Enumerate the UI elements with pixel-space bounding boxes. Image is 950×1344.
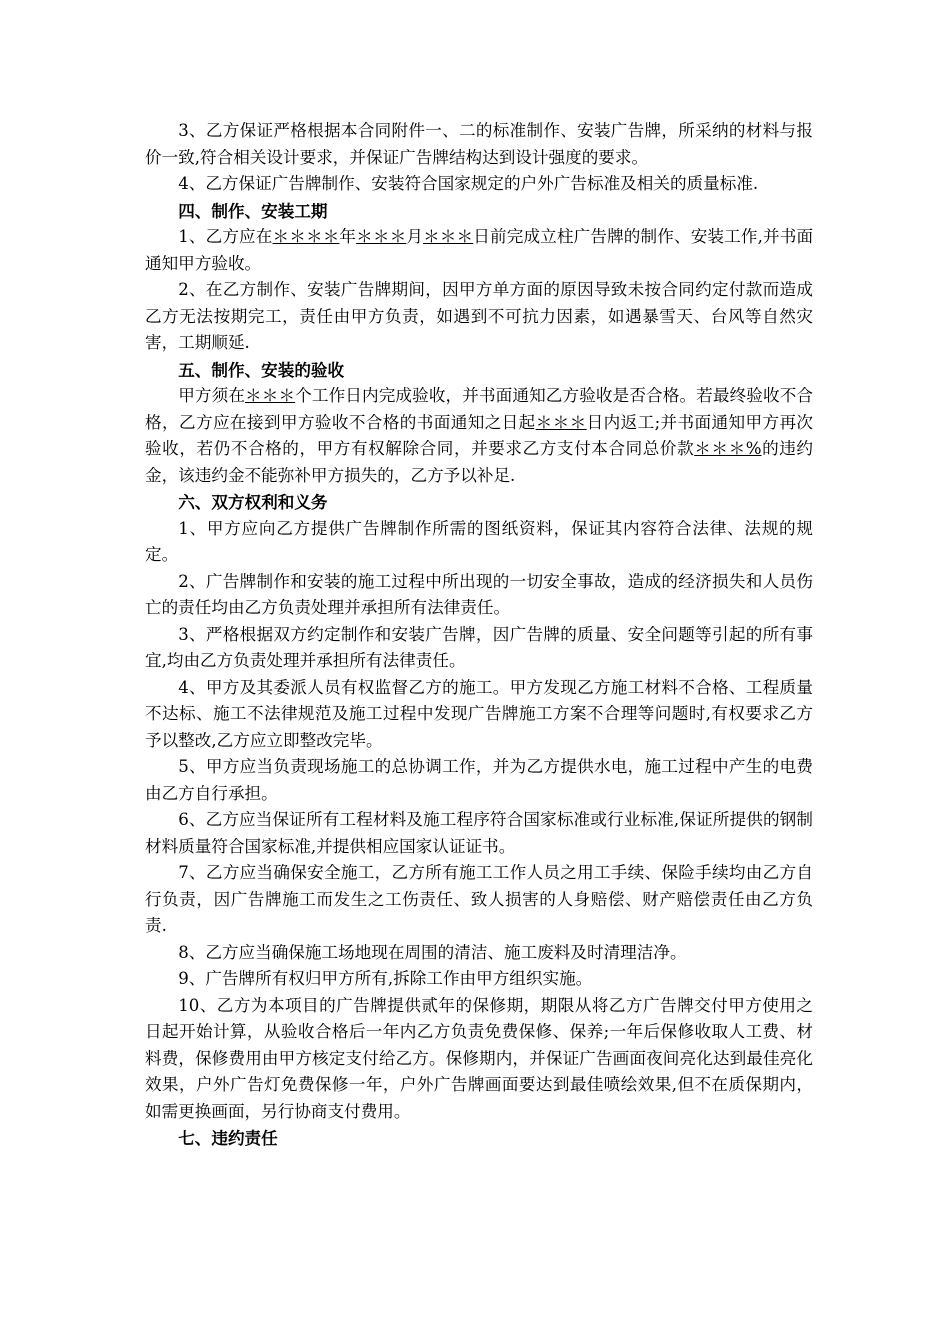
clause-6-5: 5、甲方应当负责现场施工的总协调工作，并为乙方提供水电，施工过程中产生的电费由乙方自行承担。: [145, 757, 813, 803]
blank-field: ＊＊＊: [356, 227, 407, 246]
blank-field: ＊＊＊: [423, 227, 474, 246]
clause-6-7: 7、乙方应当确保安全施工，乙方所有施工工作人员之用工手续、保险手续均由乙方自行负责，因广告牌施工而发生之工伤责任、致人损害的人身赔偿、财产赔偿责任由乙方负责.: [145, 863, 813, 935]
clause-6-9: 9、广告牌所有权归甲方所有,拆除工作由甲方组织实施。: [178, 969, 593, 988]
clause-3-4: 4、乙方保证广告牌制作、安装符合国家规定的户外广告标准及相关的质量标准.: [178, 174, 759, 193]
clause-6-8: 8、乙方应当确保施工场地现在周围的清洁、施工废料及时清理洁净。: [178, 942, 687, 962]
clause-text: 日内返工;并书面通知甲方再次验收，若仍不合格的，甲方有权解除合同，并要求乙方支付本合同总价款: [145, 412, 814, 458]
clause-3-3: 3、乙方保证严格根据本合同附件一、二的标准制作、安装广告牌，所采纳的材料与报价一致,符合相关设计要求，并保证广告牌结构达到设计强度的要求。: [145, 121, 813, 167]
clause-6-1: 1、甲方应向乙方提供广告牌制作所需的图纸资料，保证其内容符合法律、法规的规定。: [145, 518, 813, 564]
clause-6-10: 10、乙方为本项目的广告牌提供贰年的保修期，期限从将乙方广告牌交付甲方使用之日起开始计算，从验收合格后一年内乙方负责免费保修、保养;一年后保修收取人工费、材料费，保修费用由甲方核定支付给乙方。保修期内，并保证广告画面夜间亮化达到最佳亮化效果，户外广告灯免费保修一年，户外广告牌画面要达到最佳喷绘效果,但不在质保期内，如需更换画面，另行协商支付费用。: [145, 995, 813, 1121]
clause-4-1: [145, 224, 813, 277]
clause-text: 日前完成立柱广告牌的制作、安装工作,并书面通知甲方验收。: [145, 227, 814, 273]
clause-text: 1、乙方应在: [178, 227, 273, 246]
clause-text: 甲方须在: [178, 386, 246, 405]
blank-field: ＊＊＊%: [694, 439, 762, 458]
clause-text: 个工作日内完成验收，并书面通知乙方验收是否合格。若最终验收不合格，乙方应在接到甲方验收不合格的书面通知之日起: [145, 386, 814, 432]
clause-6-2: 2、广告牌制作和安装的施工过程中所出现的一切安全事故，造成的经济损失和人员伤亡的责任均由乙方负责处理并承担所有法律责任。: [145, 571, 813, 617]
clause-text: 的违约金，该违约金不能弥补甲方损失的，乙方予以补足.: [145, 439, 814, 485]
clause-6-3: 3、严格根据双方约定制作和安装广告牌，因广告牌的质量、安全问题等引起的所有事宜,均由乙方负责处理并承担所有法律责任。: [145, 624, 813, 670]
clause-4-2: 2、在乙方制作、安装广告牌期间，因甲方单方面的原因导致未按合同约定付款而造成乙方无法按期完工，责任由甲方负责，如遇到不可抗力因素，如遇暴雪天、台风等自然灾害，工期顺延.: [145, 280, 813, 352]
clause-text: 年: [339, 227, 357, 246]
clause-6-4: 4、甲方及其委派人员有权监督乙方的施工。甲方发现乙方施工材料不合格、工程质量不达标、施工不法律规范及施工过程中发现广告牌施工方案不合理等问题时,有权要求乙方予以整改,乙方应立即整改完毕。: [145, 677, 813, 750]
blank-field: ＊＊＊: [535, 412, 587, 432]
document-page: [145, 118, 813, 1152]
blank-field: ＊＊＊: [245, 386, 296, 405]
section-7-heading: 七、违约责任: [178, 1128, 278, 1148]
section-5-heading: 五、制作、安装的验收: [178, 359, 345, 380]
clause-text: 月: [406, 227, 424, 246]
clause-5-1: [145, 383, 813, 489]
clause-6-6: 6、乙方应当保证所有工程材料及施工程序符合国家标准或行业标准,保证所提供的钢制材料质量符合国家标准,并提供相应国家认证证书。: [145, 810, 813, 856]
section-6-heading: 六、双方权利和义务: [178, 492, 328, 512]
section-4-heading: 四、制作、安装工期: [178, 200, 328, 221]
blank-field: ＊＊＊＊: [272, 227, 340, 246]
